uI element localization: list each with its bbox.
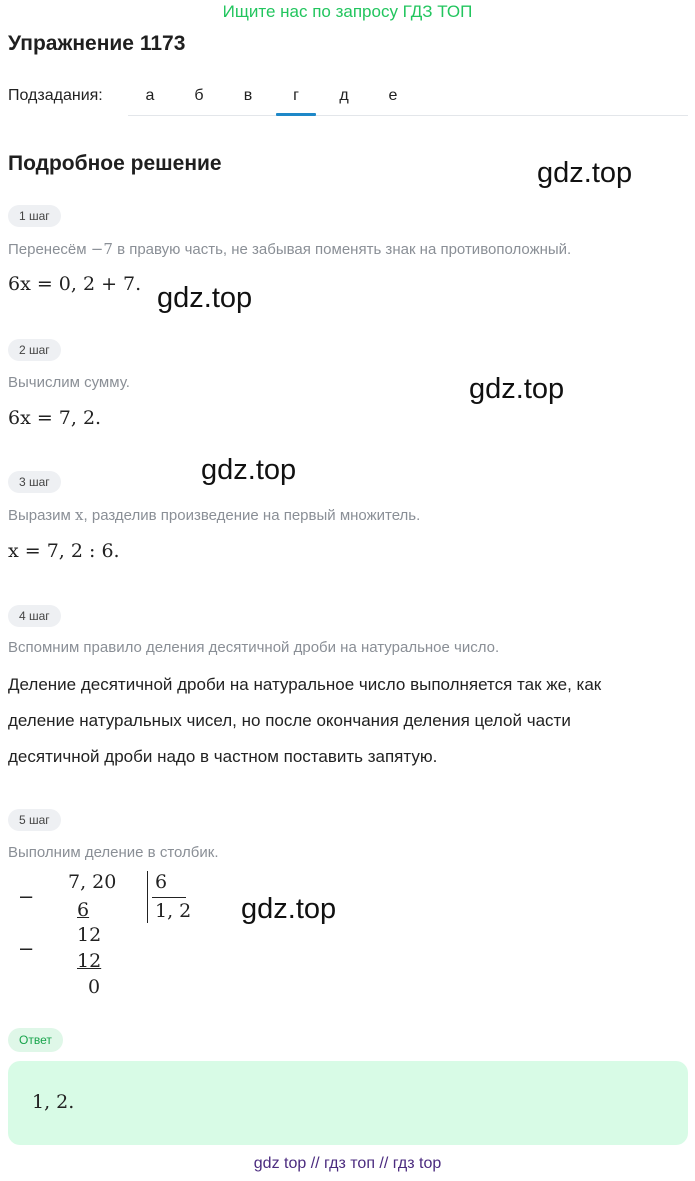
remainder-1: 12 [77,924,102,946]
tab-d[interactable]: д [339,87,349,104]
step-badge: 2 шаг [8,339,61,361]
watermark: gdz.top [241,893,337,925]
step-hint: Вспомним правило деления десятичной дроби на натуральное число. [8,639,500,656]
minus-sign: – [20,935,33,960]
hint-text: Перенесём [8,241,87,258]
hint-math: −7 [90,240,113,258]
watermark: gdz.top [201,454,297,486]
step-hint: Выполним деление в столбик. [8,844,219,861]
division-bar [147,871,148,923]
step-formula: 6x = 7, 2. [8,407,102,429]
hint-text: в правую часть, не забывая поменять знак на противоположный. [117,241,572,258]
quotient: 1, 2 [155,900,192,922]
subtrahend-1: 6 [77,899,90,921]
step-formula: 6x = 0, 2 + 7. [8,273,142,295]
remainder-2: 0 [88,976,101,998]
subtrahend-2: 12 [77,950,102,972]
tab-a[interactable]: а [145,87,155,104]
subtasks-label: Подзадания: [8,87,103,104]
tab-g[interactable]: г [293,87,299,104]
step-hint: Вычислим сумму. [8,374,130,391]
rule-line: деление натуральных чисел, но после окончания деления целой части [8,711,571,730]
tab-active-indicator [276,113,316,116]
tab-e[interactable]: е [388,87,398,104]
tab-v[interactable]: в [243,87,253,104]
step-hint [8,506,420,524]
tabs-divider [128,115,688,116]
hint-math: x [75,506,84,524]
step-badge: 4 шаг [8,605,61,627]
watermark: gdz.top [469,373,565,405]
exercise-title: Упражнение 1173 [8,32,186,55]
footer-links[interactable]: gdz top // гдз топ // гдз top [253,1155,442,1172]
tab-b[interactable]: б [194,87,204,104]
step-badge: 3 шаг [8,471,61,493]
minus-sign: – [20,883,33,908]
rule-text [8,667,688,775]
step-hint [8,240,571,258]
answer-value: 1, 2. [32,1091,75,1113]
watermark: gdz.top [157,282,253,314]
top-banner[interactable]: Ищите нас по запросу ГДЗ ТОП [222,2,473,21]
step-badge: 1 шаг [8,205,61,227]
solution-title: Подробное решение [8,152,222,175]
hint-text: , разделив произведение на первый множитель. [83,507,421,524]
rule-line: десятичной дроби надо в частном поставить запятую. [8,747,438,766]
rule-line: Деление десятичной дроби на натуральное число выполняется так же, как [8,675,602,694]
hint-text: Выразим [8,507,71,524]
watermark: gdz.top [537,157,633,189]
answer-badge: Ответ [8,1028,63,1052]
divisor-underline [152,897,186,898]
answer-box [8,1061,688,1145]
step-formula: x = 7, 2 : 6. [8,540,120,562]
divisor: 6 [155,871,168,893]
step-badge: 5 шаг [8,809,61,831]
dividend: 7, 20 [68,871,117,893]
